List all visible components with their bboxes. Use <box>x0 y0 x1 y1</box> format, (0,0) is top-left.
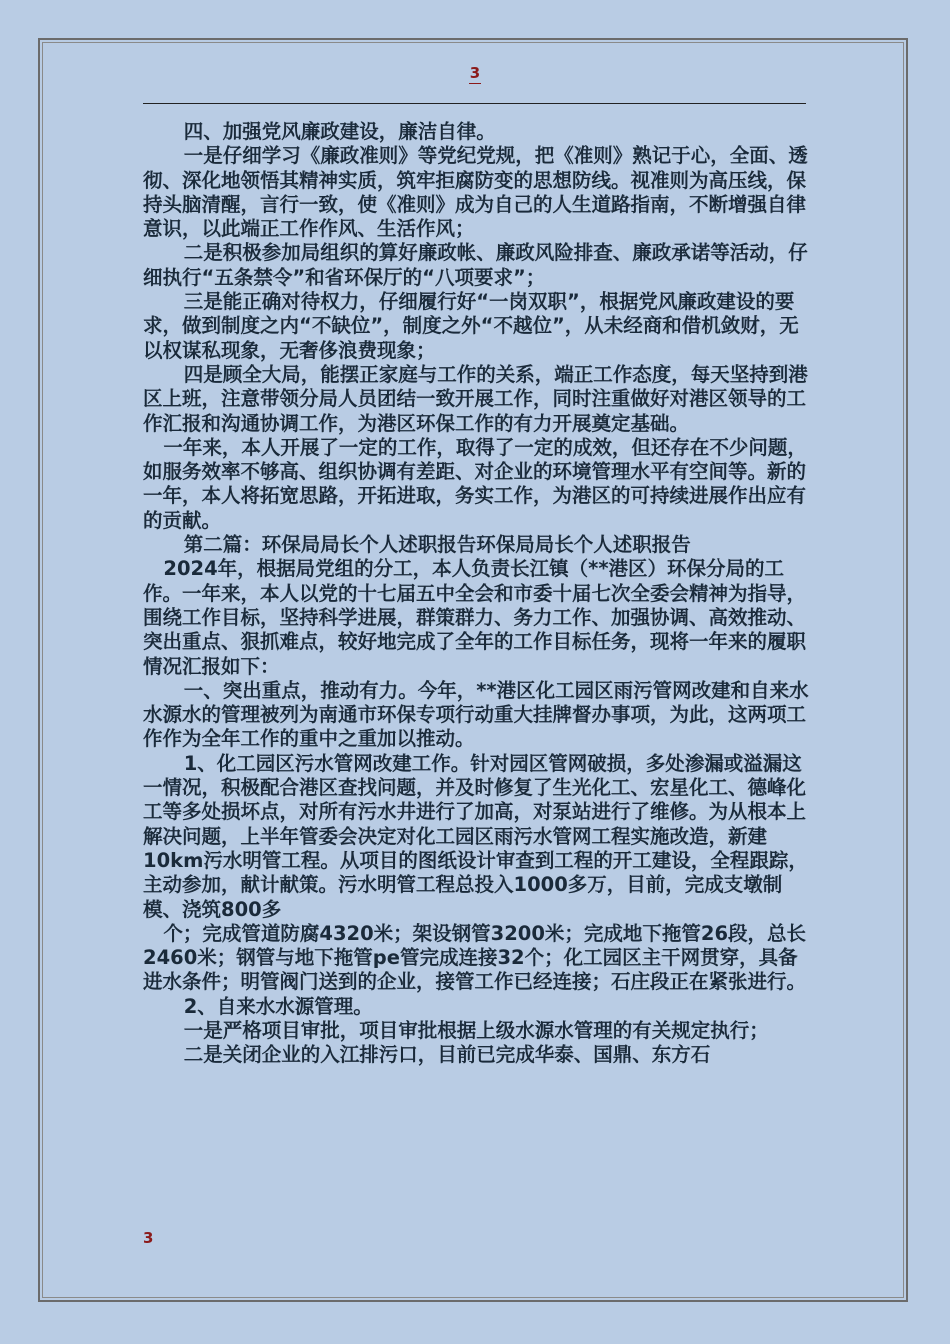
section-heading: 第二篇：环保局局长个人述职报告环保局局长个人述职报告 <box>143 533 691 557</box>
body-paragraph: 一年来，本人开展了一定的工作，取得了一定的成效，但还存在不少问题，如服务效率不够高、组织协调有差距、对企业的环境管理水平有空间等。新的一年，本人将拓宽思路，开拓进取，务实工作，为港区的可持续进展作出应有的贡献。 <box>143 435 807 532</box>
body-paragraph: 2、自来水水源管理。 <box>143 994 373 1018</box>
body-paragraph: 四、加强党风廉政建设，廉洁自律。 <box>143 120 496 143</box>
header-rule <box>143 103 806 104</box>
header-page-number-text: 3 <box>469 64 481 82</box>
body-paragraph: 1、化工园区污水管网改建工作。针对园区管网破损，多处渗漏或溢漏这一情况，积极配合港区查找问题，并及时修复了生光化工、宏星化工、德峰化工等多处损坏点，对所有污水井进行了加高，对泵站进行了维修。为从根本上解决问题，上半年管委会决定对化工园区雨污水管网工程实施改造，新建10km污水明管工程。从项目的图纸设计审查到工程的开工建设，全程跟踪，主动参加，献计献策。污水明管工程总投入1000多万，目前，完成支墩制模、浇筑800多 <box>143 751 808 921</box>
body-paragraph: 个；完成管道防腐4320米；架设钢管3200米；完成地下拖管26段，总长2460米；钢管与地下拖管pe管完成连接32个；化工园区主干网贯穿，具备进水条件；明管阀门送到的企业，接管工作已经连接；石庄段正在紧张进行。 <box>143 921 807 994</box>
body-paragraph: 二是关闭企业的入江排污口，目前已完成华泰、国鼎、东方石 <box>143 1043 711 1067</box>
body-paragraph: 三是能正确对待权力，仔细履行好“一岗双职”，根据党风廉政建设的要求，做到制度之内“不缺位”，制度之外“不越位”，从未经商和借机敛财，无以权谋私现象，无奢侈浪费现象； <box>143 290 799 362</box>
body-paragraph: 四是顾全大局，能摆正家庭与工作的关系，端正工作态度，每天坚持到港区上班，注意带领分局人员团结一致开展工作，同时注重做好对港区领导的工作汇报和沟通协调工作，为港区环保工作的有力开展奠定基础。 <box>143 362 808 435</box>
footer-page-number: 3 <box>143 1229 154 1247</box>
body-paragraph: 一、突出重点，推动有力。今年，**港区化工园区雨污管网改建和自来水水源水的管理被列为南通市环保专项行动重大挂牌督办事项，为此，这两项工作作为全年工作的重中之重加以推动。 <box>143 678 809 751</box>
body-paragraph: 一是仔细学习《廉政准则》等党纪党规，把《准则》熟记于心，全面、透彻、深化地领悟其精神实质，筑牢拒腐防变的思想防线。视准则为高压线，保持头脑清醒，言行一致，使《准则》成为自己的人生道路指南，不断增强自律意识，以此端正工作作风、生活作风； <box>143 144 808 241</box>
header-page-number <box>0 64 950 84</box>
document-body <box>143 120 811 1068</box>
body-paragraph: 一是严格项目审批，项目审批根据上级水源水管理的有关规定执行； <box>143 1018 769 1042</box>
body-paragraph: 二是积极参加局组织的算好廉政帐、廉政风险排查、廉政承诺等活动，仔细执行“五条禁令”和省环保厅的“八项要求”； <box>143 241 808 289</box>
body-paragraph: 2024年，根据局党组的分工，本人负责长江镇（**港区）环保分局的工作。一年来，本人以党的十七届五中全会和市委十届七次全委会精神为指导，围绕工作目标，坚持科学进展，群策群力、务力工作、加强协调、高效推动、突出重点、狠抓难点，较好地完成了全年的工作目标任务，现将一年来的履职情况汇报如下： <box>143 557 807 678</box>
